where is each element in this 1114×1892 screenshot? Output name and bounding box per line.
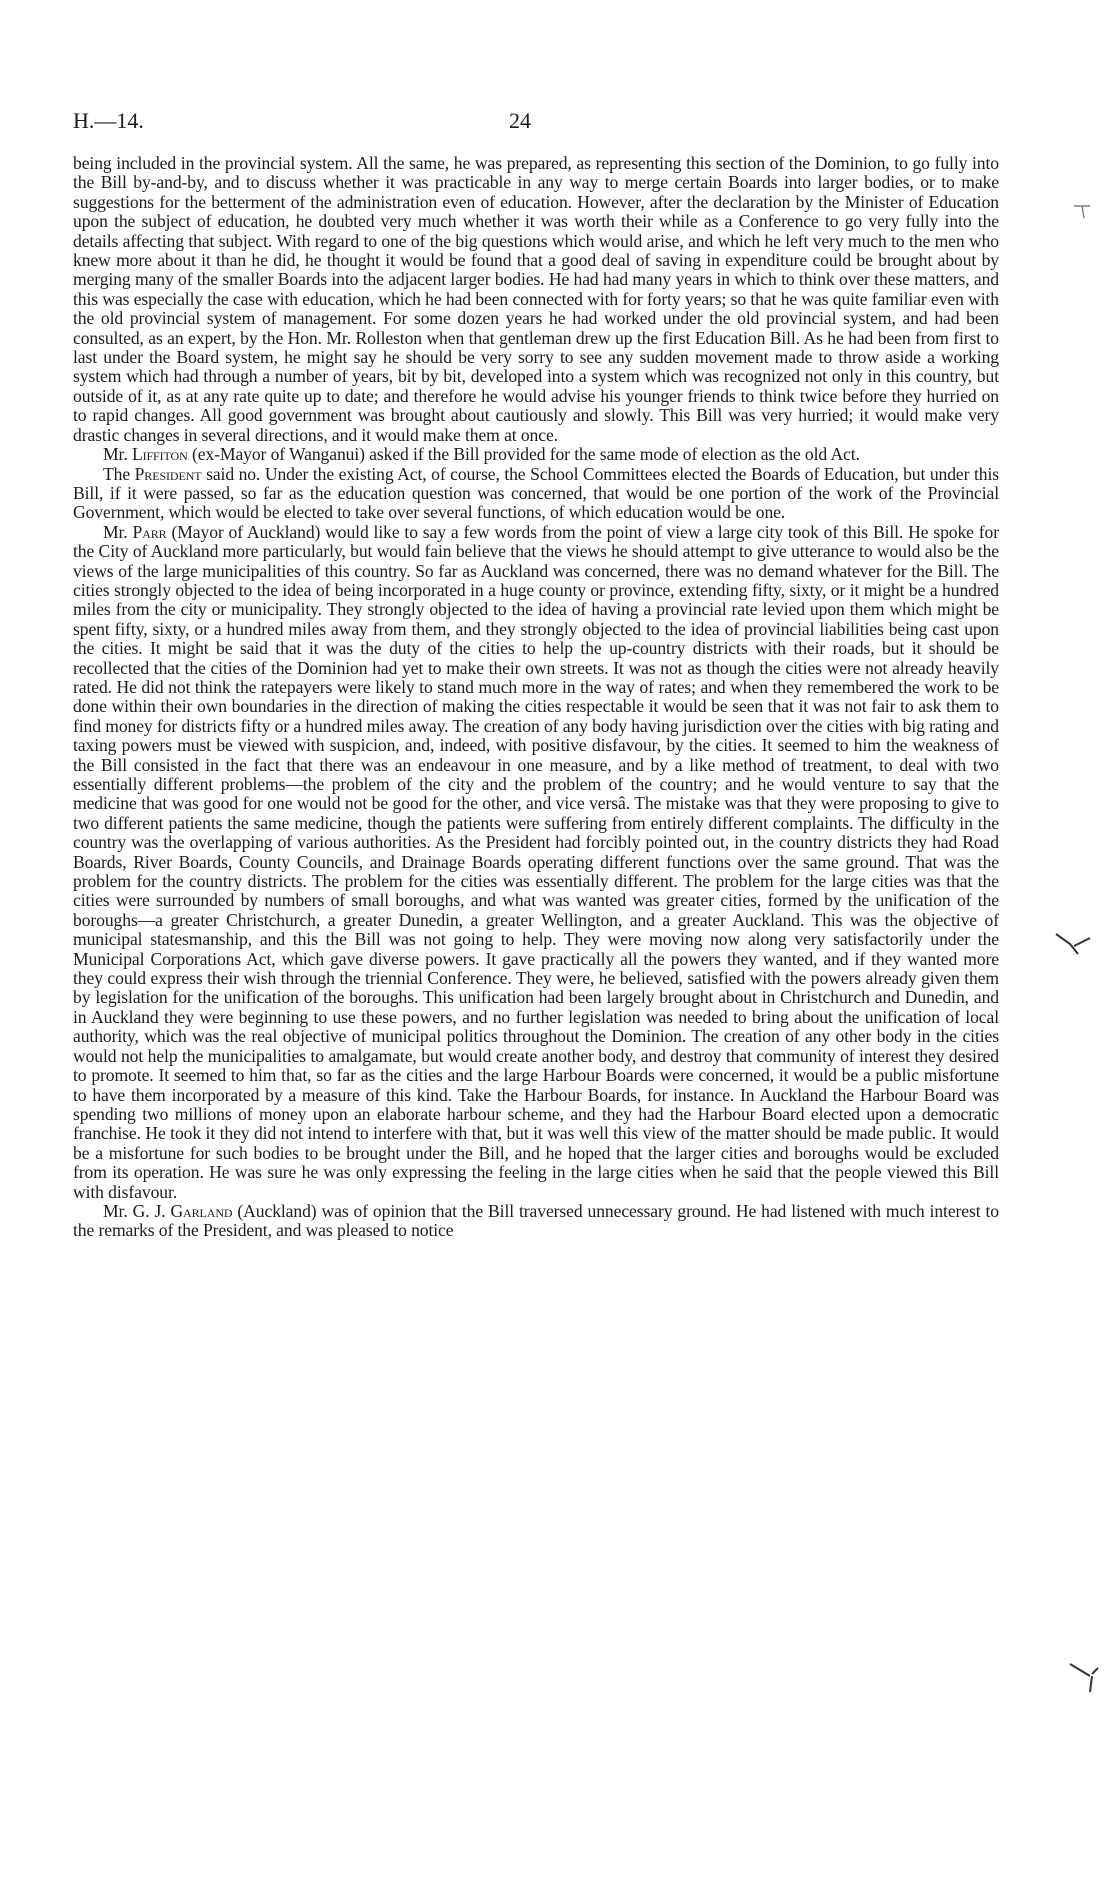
paragraph-garland <box>73 1202 999 1241</box>
paragraph-text: (Mayor of Auckland) would like to say a few words from the point of view a large city took of this Bill. He spoke for the City of Auckland more particularly, but would fain believe that the views he should attempt to give utterance to would also be the views of the large municipalities of this country. So far as Auckland was concerned, there was no demand whatever for the Bill. The cities strongly objected to the idea of being incorporated in a huge county or province, extending fifty, sixty, or it might be a hundred miles from the city or municipality. They strongly objected to the idea of having a provincial rate levied upon them which might be spent fifty, sixty, or a hundred miles away from them, and they strongly objected to the idea of provincial liabilities being cast upon the cities. It might be said that it was the duty of the cities to help the up-country districts with their roads, but it should be recollected that the cities of the Dominion had yet to make their own streets. It was not as though the cities were not already heavily rated. He did not think the ratepayers were likely to stand much more in the way of rates; and when they remembered the work to be done within their own boundaries in the direction of making the cities respectable it would be seen that it was not fair to ask them to find money for districts fifty or a hundred miles away. The creation of any body having jurisdiction over the cities with big rating and taxing powers must be viewed with suspicion, and, indeed, with positive disfavour, by the cities. It seemed to him the weakness of the Bill consisted in the fact that there was an endeavour in one measure, and by a like method of treatment, to deal with two essentially different problems—the problem of the city and the problem of the country; and he would venture to say that the medicine that was good for one would not be good for the other, and vice versâ. The mistake was that they were proposing to give to two different patients the same medicine, though the patients were suffering from entirely different complaints. The difficulty in the country was the overlapping of various authorities. As the President had forcibly pointed out, in the country districts they had Road Boards, River Boards, County Councils, and Drainage Boards operating different functions over the same ground. That was the problem for the country districts. The problem for the cities was essentially different. The problem for the large cities was that the cities were surrounded by numbers of small boroughs, and what was wanted was greater cities, formed by the unification of the boroughs—a greater Christchurch, a greater Dunedin, a greater Wellington, and a greater Auckland. This was the objective of municipal statesmanship, and this the Bill was not going to help. They were moving now along very satisfactorily under the Municipal Corporations Act, which gave diverse powers. It gave practically all the powers they wanted, and if they wanted more they could express their wish through the triennial Conference. They were, he believed, satisfied with the powers already given them by legislation for the unification of the boroughs. This unification had been largely brought about in Christchurch and Dunedin, and in Auckland they were beginning to use these powers, and no further legislation was needed to bring about the unification of local authority, which was the real objective of municipal politics throughout the Dominion. The creation of any other body in the cities would not help the municipalities to amalgamate, but would create another body, and destroy that community of interest they desired to promote. It seemed to him that, so far as the cities and the large Harbour Boards were concerned, it would be a public misfortune to have them incorporated by a measure of this kind. Take the Harbour Boards, for instance. In Auckland the Harbour Board was spending two millions of money upon an elaborate harbour scheme, and they had the Harbour Board elected upon a democratic franchise. He took it they did not intend to interfere with that, but it was well this view of the matter should be made public. It would be a misfortune for such bodies to be brought under the Bill, and he hoped that the larger cities and boroughs would be excluded from its operation. He was sure he was only expressing the feeling in the large cities when he said that the people viewed this Bill with disfavour. <box>73 521 999 1202</box>
margin-pencil-mark-icon <box>1072 196 1094 220</box>
page-header <box>73 108 999 148</box>
body-text <box>73 154 999 1241</box>
speaker-prefix: The <box>103 463 135 484</box>
document-page <box>73 108 999 1241</box>
document-code: H.—14. <box>73 108 144 133</box>
paragraph-parr <box>73 523 999 1202</box>
speaker-prefix: Mr. <box>103 444 132 465</box>
speaker-name: Parr <box>132 521 167 542</box>
speaker-name: President <box>134 463 202 484</box>
speaker-prefix: Mr. G. J. <box>103 1200 171 1221</box>
speaker-name: Garland <box>170 1200 233 1221</box>
speaker-prefix: Mr. <box>103 521 133 542</box>
paragraph-president <box>73 465 999 523</box>
paragraph-continuation <box>73 154 999 445</box>
paragraph-text: (ex-Mayor of Wanganui) asked if the Bill provided for the same mode of election as the old Act. <box>187 444 860 465</box>
paragraph-text: (Auckland) was of opinion that the Bill traversed unnecessary ground. He had listened with much interest to the remarks of the President, and was pleased to notice <box>73 1200 999 1241</box>
margin-pencil-mark-icon <box>1054 930 1094 960</box>
speaker-name: Liffiton <box>131 444 188 465</box>
paragraph-text: being included in the provincial system. All the same, he was prepared, as representing this section of the Dominion, to go fully into the Bill by-and-by, and to discuss whether it was practicable in any way to merge certain Boards into larger bodies, or to make suggestions for the betterment of the administration even of education. However, after the declaration by the Minister of Education upon the subject of education, he doubted very much whether it was worth their while as a Conference to go very fully into the details affecting that subject. With regard to one of the big questions which would arise, and which he left very much to the men who knew more about it than he did, he thought it would be found that a good deal of saving in expenditure could be brought about by merging many of the smaller Boards into the adjacent larger bodies. He had had many years in which to think over these matters, and this was especially the case with education, which he had been connected with for forty years; so that he was quite familiar even with the old provincial system of management. For some dozen years he had worked under the old provincial system, and had been consulted, as an expert, by the Hon. Mr. Rolleston when that gentleman drew up the first Education Bill. As he had been from first to last under the Board system, he might say he should be very sorry to see any sudden movement made to throw aside a working system which had through a number of years, bit by bit, developed into a system which was recognized not only in this country, but outside of it, as at any rate quite up to date; and therefore he would advise his younger friends to think twice before they hurried on to rapid changes. All good government was brought about cautiously and slowly. This Bill was very hurried; it would make very drastic changes in several directions, and it would make them at once. <box>73 153 999 445</box>
paragraph-text: said no. Under the existing Act, of course, the School Committees elected the Boards of Education, but under this Bill, if it were passed, so far as the education question was concerned, that would be one portion of the work of the Provincial Government, which would be elected to take over several functions, of which education would be one. <box>73 463 999 523</box>
margin-pencil-mark-icon <box>1068 1660 1104 1694</box>
page-number: 24 <box>509 108 531 133</box>
paragraph-liffiton <box>73 445 999 464</box>
